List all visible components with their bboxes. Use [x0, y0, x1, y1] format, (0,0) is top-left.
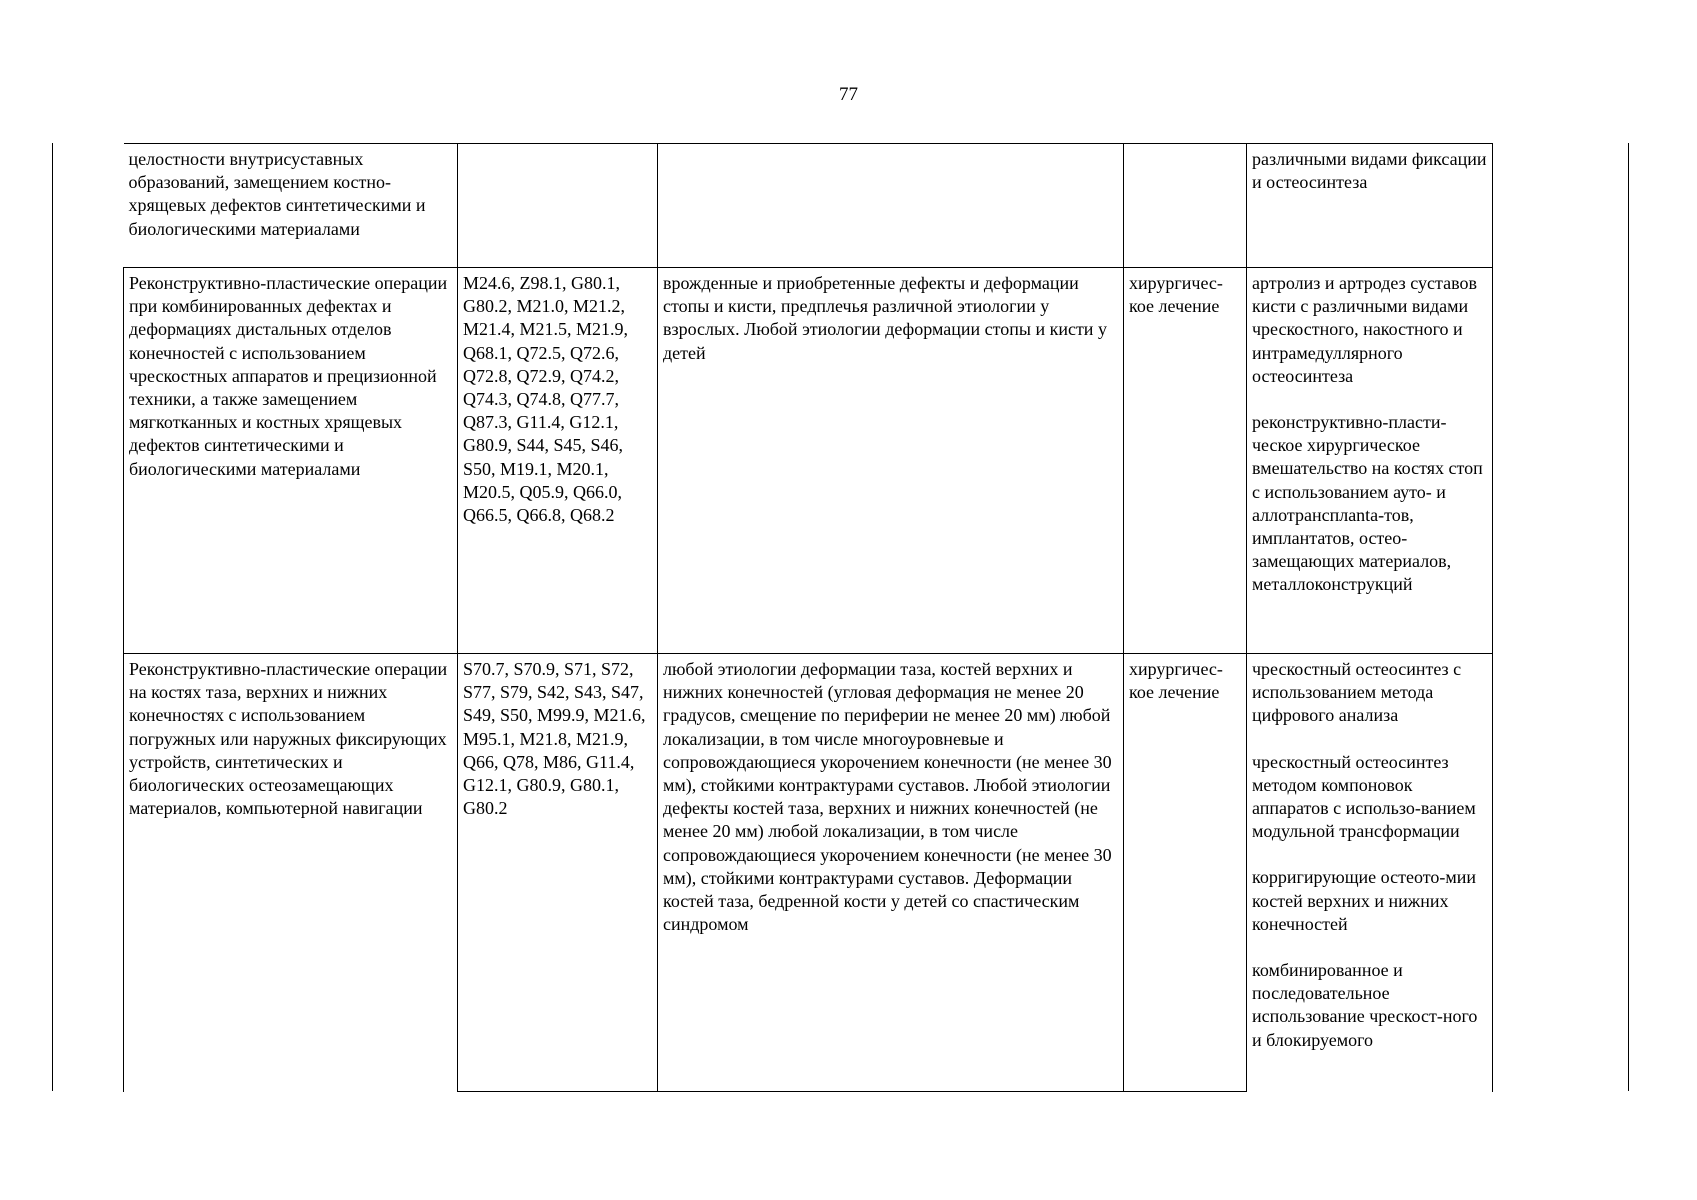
methods-cell	[1247, 654, 1493, 1092]
treatment-type-text: хирургичес-кое лечение	[1129, 273, 1223, 317]
method-text: чрескостный остеосинтез с использованием метода цифрового анализа	[1252, 659, 1462, 726]
table-row	[124, 654, 1493, 1092]
method-text: корригирующие остеото-мии костей верхних и нижних конечностей	[1252, 867, 1477, 934]
method-text: чрескостный остеосинтез методом компоновок аппаратов с использо-ванием модульной трансформации	[1252, 751, 1476, 842]
diagnosis-text: любой этиологии деформации таза, костей верхних и нижних конечностей (угловая деформация не менее 20 градусов, смещение по периферии не менее 20 мм) любой локализации, в том числе многоуровневые и сопровождающиеся укорочением конечности (не менее 30 мм), стойкими контрактурами суставов. Любой этиологии дефекты костей таза, верхних и нижних конечностей (не менее 20 мм) любой локализации, в том числе сопровождающиеся укорочением конечности (не менее 30 мм), стойкими контрактурами суставов. Деформации костей таза, бедренной кости у детей со спастическим синдромом	[663, 659, 1112, 935]
treatment-type-cell	[1124, 268, 1247, 654]
methods-cell	[1247, 144, 1493, 268]
procedure-text: целостности внутрисуставных образований, замещением костно-хрящевых дефектов синтетическими и биологическими материалами	[128, 149, 426, 239]
diagnosis-cell	[658, 268, 1124, 654]
method-text: реконструктивно-пласти-ческое хирургическое вмешательство на костях стоп с использованием ауто- и аллотрансплanta-тов, имплантатов, остео-замещающих материалов, металлоконструкций	[1252, 412, 1483, 595]
right-margin-rule	[1628, 143, 1629, 1091]
method-text: артролиз и артродез суставов кисти с различными видами чрескостного, накостного и интрамедуллярного остеосинтеза	[1252, 273, 1477, 386]
page-number: 77	[839, 84, 858, 105]
treatment-type-cell	[1124, 144, 1247, 268]
codes-text: M24.6, Z98.1, G80.1, G80.2, M21.0, M21.2, M21.4, M21.5, M21.9, Q68.1, Q72.5, Q72.6, Q72.8, Q72.9, Q74.2, Q74.3, Q74.8, Q77.7, Q87.3, G11.4, G12.1, G80.9, S44, S45, S46, S50, M19.1, M20.1, M20.5, Q05.9, Q66.0, Q66.5, Q66.8, Q68.2	[463, 273, 629, 526]
left-margin-rule	[52, 143, 53, 1091]
treatment-type-text: хирургичес-кое лечение	[1129, 659, 1223, 703]
diagnosis-cell	[658, 654, 1124, 1092]
codes-cell	[458, 654, 658, 1092]
procedure-text: Реконструктивно-пластические операции при комбинированных дефектах и деформациях дистальных отделов конечностей с использованием чрескостных аппаратов и прецизионной техники, а также замещением мягкотканных и костных хрящевых дефектов синтетическими и биологическими материалами	[129, 273, 448, 479]
diagnosis-cell	[658, 144, 1124, 268]
procedure-cell	[124, 654, 458, 1092]
codes-cell	[458, 268, 658, 654]
diagnosis-text: врожденные и приобретенные дефекты и деформации стопы и кисти, предплечья различной этиологии у взрослых. Любой этиологии деформации стопы и кисти у детей	[663, 273, 1107, 363]
table-row	[124, 144, 1493, 268]
table-row	[124, 268, 1493, 654]
procedure-cell	[124, 268, 458, 654]
method-text: различными видами фиксации и остеосинтеза	[1252, 149, 1487, 193]
codes-cell	[458, 144, 658, 268]
document-table-wrapper	[123, 143, 1493, 1092]
treatment-type-cell	[1124, 654, 1247, 1092]
procedure-text: Реконструктивно-пластические операции на костях таза, верхних и нижних конечностях с использованием погружных или наружных фиксирующих устройств, синтетических и биологических остеозамещающих материалов, компьютерной навигации	[129, 659, 448, 819]
method-text: комбинированное и последовательное использование чрескост-ного и блокируемого	[1252, 960, 1478, 1050]
codes-text: S70.7, S70.9, S71, S72, S77, S79, S42, S43, S47, S49, S50, M99.9, M21.6, M95.1, M21.8, M21.9, Q66, Q78, M86, G11.4, G12.1, G80.9, G80.1, G80.2	[463, 659, 646, 819]
procedure-cell	[124, 144, 458, 268]
document-table	[123, 143, 1493, 1092]
methods-cell	[1247, 268, 1493, 654]
